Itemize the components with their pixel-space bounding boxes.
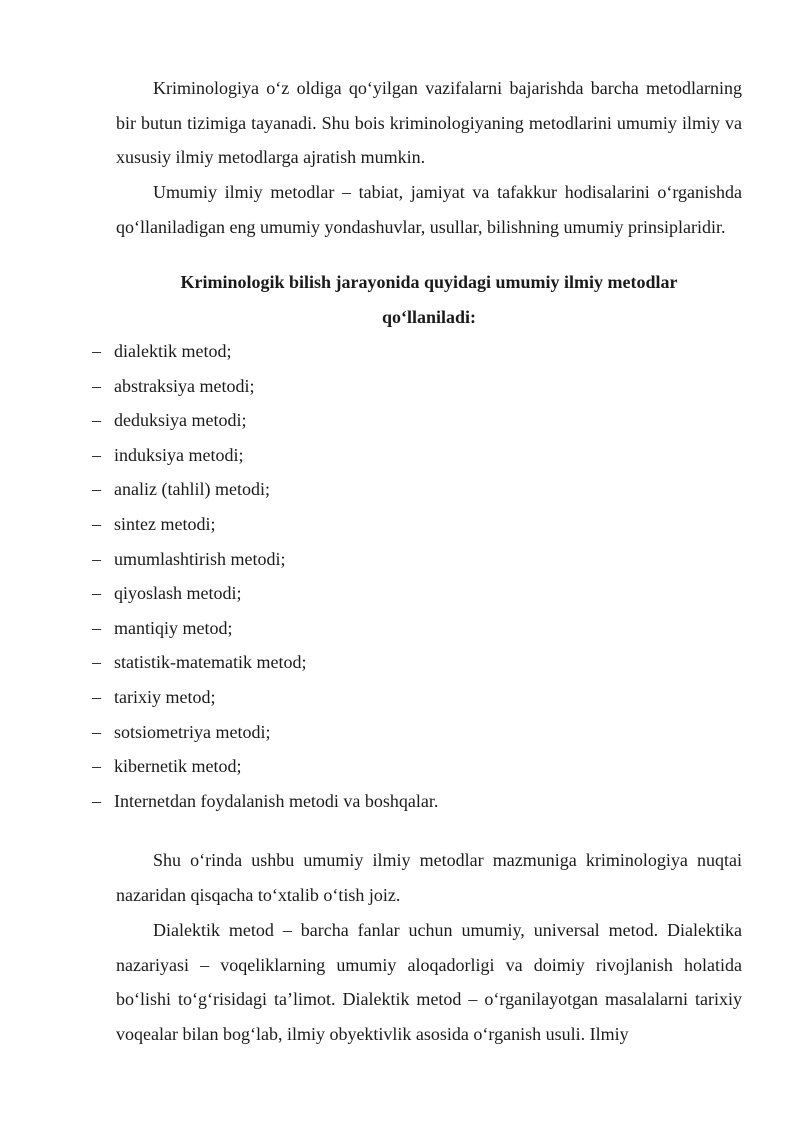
list-item-text: statistik-matematik metod; [114, 652, 307, 673]
paragraph-intro: Kriminologiya o‘z oldiga qo‘yilgan vazifalarni bajarishda barcha metodlarning bir butun tizimiga tayanadi. Shu bois kriminologiyaning metodlarini umumiy ilmiy va xususiy ilmiy metodlarga ajratish mumkin. [116, 78, 742, 168]
list-item [92, 611, 438, 646]
list-item [92, 507, 438, 542]
dash-bullet: – [92, 479, 101, 500]
dash-bullet: – [92, 375, 101, 396]
list-item [92, 472, 438, 507]
dash-bullet: – [92, 756, 101, 777]
list-item-text: sintez metodi; [114, 513, 216, 534]
list-item-text: analiz (tahlil) metodi; [114, 479, 270, 500]
dash-bullet: – [92, 652, 101, 673]
list-item [92, 749, 438, 784]
list-item [92, 403, 438, 438]
dash-bullet: – [92, 410, 101, 431]
list-item-text: tarixiy metod; [114, 686, 216, 707]
section-heading-line-2: qo‘llaniladi: [381, 306, 477, 327]
list-item [92, 334, 438, 369]
list-item-text: Internetdan foydalanish metodi va boshqalar. [114, 790, 439, 811]
paragraph-general-methods: Umumiy ilmiy metodlar – tabiat, jamiyat va tafakkur hodisalarini o‘rganishda qo‘llaniladigan eng umumiy yondashuvlar, usullar, bilishning umumiy prinsiplaridir. [116, 182, 742, 237]
list-item [92, 542, 438, 577]
dash-bullet: – [92, 790, 101, 811]
paragraph-dialectic: Dialektik metod – barcha fanlar uchun umumiy, universal metod. Dialektika nazariyasi – voqeliklarning umumiy aloqadorligi va doimiy rivojlanish holatida bo‘lishi to‘g‘risidagi ta’limot. Dialektik metod – o‘rganilayotgan masalalarni tarixiy voqealar bilan bog‘lab, ilmiy obyektivlik asosida o‘rganish usuli. Ilmiy [116, 920, 742, 1044]
list-item-text: induksiya metodi; [114, 444, 244, 465]
dash-bullet: – [92, 444, 101, 465]
list-item-text: qiyoslash metodi; [114, 583, 242, 604]
dash-bullet: – [92, 617, 101, 638]
dash-bullet: – [92, 721, 101, 742]
list-item [92, 576, 438, 611]
dash-bullet: – [92, 513, 101, 534]
paragraph-transition: Shu o‘rinda ushbu umumiy ilmiy metodlar mazmuniga kriminologiya nuqtai nazaridan qisqacha to‘xtalib o‘tish joiz. [116, 850, 742, 905]
list-item [92, 784, 438, 819]
dash-bullet: – [92, 583, 101, 604]
list-item-text: deduksiya metodi; [114, 410, 247, 431]
list-item [92, 715, 438, 750]
list-item [92, 645, 438, 680]
list-item [92, 680, 438, 715]
list-item-text: dialektik metod; [114, 341, 232, 361]
list-item-text: kibernetik metod; [114, 756, 242, 777]
dash-bullet: – [92, 548, 101, 569]
list-item [92, 369, 438, 404]
dash-bullet: – [92, 686, 101, 707]
list-item-text: sotsiometriya metodi; [114, 721, 271, 742]
list-item-text: mantiqiy metod; [114, 617, 233, 638]
section-heading [116, 265, 742, 334]
list-item-text: umumlashtirish metodi; [114, 548, 286, 569]
dash-bullet: – [92, 341, 101, 361]
section-heading-line-1: Kriminologik bilish jarayonida quyidagi umumiy ilmiy metodlar [180, 272, 678, 292]
methods-list [92, 334, 438, 818]
list-item [92, 438, 438, 473]
list-item-text: abstraksiya metodi; [114, 375, 255, 396]
